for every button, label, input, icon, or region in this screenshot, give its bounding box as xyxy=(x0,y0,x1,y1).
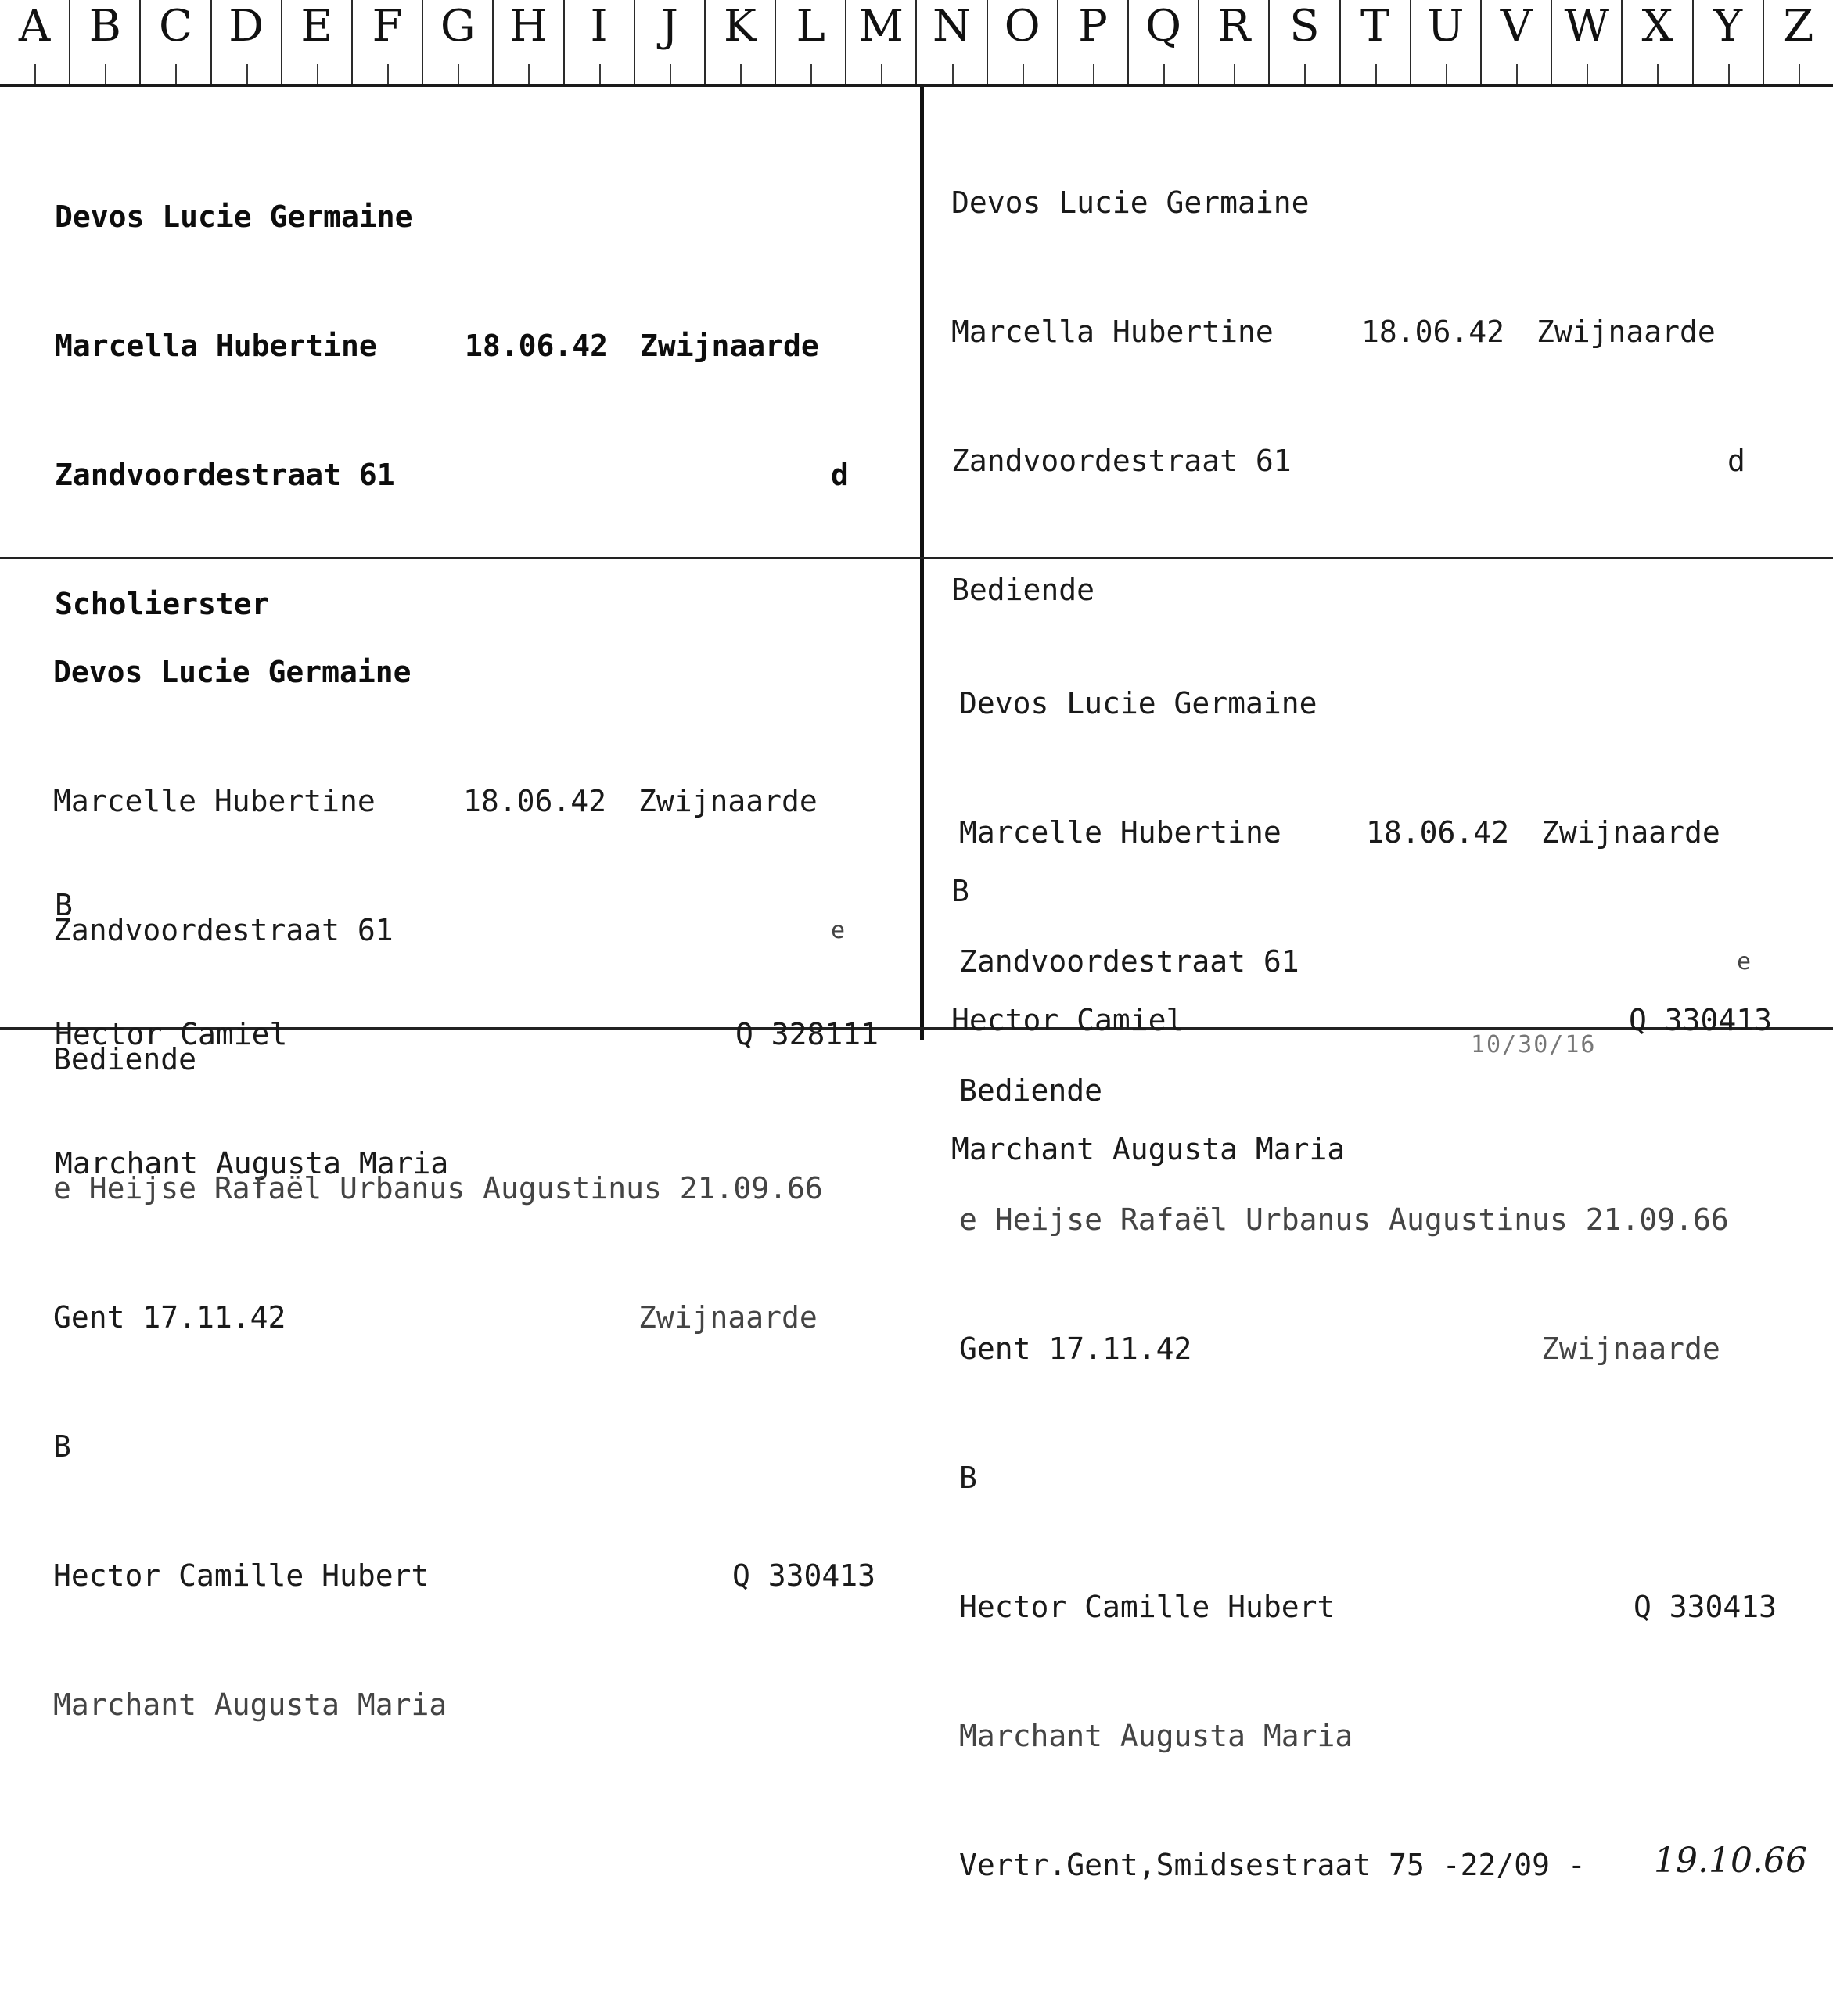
card-spouse-birth: Gent 17.11.42 xyxy=(959,1331,1192,1366)
card-spouse-line: e Heijse Rafaël Urbanus Augustinus 21.09.66 xyxy=(53,1171,823,1206)
alphabet-letter: B xyxy=(88,1,121,52)
alphabet-cell-f xyxy=(353,0,423,84)
alphabet-letter: V xyxy=(1500,1,1533,52)
card-birth-date: 18.06.42 xyxy=(1366,815,1510,850)
alphabet-letter: X xyxy=(1641,1,1673,52)
alphabet-tick xyxy=(528,64,530,84)
alphabet-letter: F xyxy=(372,1,403,52)
alphabet-tick xyxy=(1163,64,1165,84)
card-father: Hector Camiel xyxy=(55,1017,288,1051)
card-name-line1: Devos Lucie Germaine xyxy=(951,185,1310,220)
card-sex-code: e xyxy=(831,917,846,944)
alphabet-tick xyxy=(1728,64,1730,84)
card-name-line1: Devos Lucie Germaine xyxy=(55,199,413,234)
alphabet-letter: Y xyxy=(1713,1,1743,52)
alphabet-cell-n xyxy=(917,0,987,84)
alphabet-tick xyxy=(810,64,812,84)
card-reference: Q 328111 xyxy=(735,1017,879,1051)
alphabet-cell-v xyxy=(1482,0,1552,84)
card-name-line2: Marcella Hubertine xyxy=(55,329,377,363)
alphabet-letter: U xyxy=(1427,1,1465,52)
card-spouse-birth: Gent 17.11.42 xyxy=(53,1300,286,1335)
card-departure: Vertr.Gent,Smidsestraat 75 -22/09 - xyxy=(959,1848,1586,1882)
card-birth-place: Zwijnaarde xyxy=(1541,815,1720,850)
alphabet-letter: G xyxy=(440,1,476,52)
card-handwritten-date: 19.10.66 xyxy=(1654,1841,1807,1881)
alphabet-cell-b xyxy=(70,0,141,84)
alphabet-letter: S xyxy=(1289,1,1320,52)
alphabet-letter: P xyxy=(1078,1,1108,52)
card-birth-place: Zwijnaarde xyxy=(1536,314,1716,349)
alphabet-letter: N xyxy=(933,1,972,52)
alphabet-cell-t xyxy=(1341,0,1411,84)
alphabet-tick xyxy=(952,64,954,84)
alphabet-cell-z xyxy=(1764,0,1833,84)
alphabet-cell-m xyxy=(846,0,917,84)
card-sex-code: d xyxy=(831,458,849,492)
alphabet-tick xyxy=(246,64,248,84)
alphabet-letter: I xyxy=(590,1,608,52)
record-card-bottom-left xyxy=(53,565,914,1770)
alphabet-letter: W xyxy=(1564,1,1609,52)
alphabet-index-bar xyxy=(0,0,1833,87)
card-letter-code: B xyxy=(951,874,969,908)
alphabet-cell-q xyxy=(1129,0,1199,84)
card-mother: Marchant Augusta Maria xyxy=(959,1719,1353,1753)
card-marriage-place: Zwijnaarde xyxy=(638,1300,818,1335)
alphabet-tick xyxy=(1304,64,1306,84)
card-mother: Marchant Augusta Maria xyxy=(55,1146,449,1180)
alphabet-tick xyxy=(317,64,318,84)
card-name-line2: Marcelle Hubertine xyxy=(53,784,376,818)
alphabet-letter: D xyxy=(228,1,264,52)
alphabet-cell-i xyxy=(565,0,635,84)
card-father: Hector Camiel xyxy=(951,1003,1184,1037)
alphabet-letter: O xyxy=(1004,1,1040,52)
alphabet-tick xyxy=(175,64,177,84)
alphabet-tick xyxy=(599,64,601,84)
card-name-line2: Marcella Hubertine xyxy=(951,314,1274,349)
card-birth-place: Zwijnaarde xyxy=(640,329,819,363)
card-birth-date: 18.06.42 xyxy=(1361,314,1505,349)
alphabet-tick xyxy=(740,64,742,84)
card-spouse-line: e Heijse Rafaël Urbanus Augustinus 21.09.66 xyxy=(959,1202,1729,1237)
alphabet-tick xyxy=(881,64,882,84)
alphabet-cell-w xyxy=(1552,0,1623,84)
card-name-line1: Devos Lucie Germaine xyxy=(53,655,412,689)
card-marriage-place: Zwijnaarde xyxy=(1541,1331,1720,1366)
alphabet-tick xyxy=(34,64,36,84)
alphabet-tick xyxy=(387,64,389,84)
alphabet-letter: M xyxy=(858,1,904,52)
alphabet-tick xyxy=(1093,64,1094,84)
alphabet-tick xyxy=(1516,64,1518,84)
card-address: Zandvoordestraat 61 xyxy=(53,913,394,947)
alphabet-tick xyxy=(1799,64,1800,84)
alphabet-cell-e xyxy=(282,0,353,84)
card-mother: Marchant Augusta Maria xyxy=(951,1132,1346,1166)
alphabet-tick xyxy=(1023,64,1024,84)
alphabet-letter: K xyxy=(724,1,757,52)
card-reference: Q 330413 xyxy=(1634,1590,1777,1624)
alphabet-cell-p xyxy=(1058,0,1129,84)
record-card-bottom-right xyxy=(959,596,1828,1930)
card-occupation: Bediende xyxy=(951,573,1095,607)
alphabet-tick xyxy=(1375,64,1377,84)
alphabet-cell-x xyxy=(1623,0,1693,84)
alphabet-tick xyxy=(1587,64,1588,84)
card-address: Zandvoordestraat 61 xyxy=(951,444,1292,478)
alphabet-letter: E xyxy=(300,1,333,52)
alphabet-cell-l xyxy=(776,0,846,84)
alphabet-letter: A xyxy=(18,1,51,52)
card-occupation: Bediende xyxy=(53,1042,197,1076)
card-reference: Q 330413 xyxy=(732,1558,876,1593)
card-father: Hector Camille Hubert xyxy=(53,1558,429,1593)
card-letter-code: B xyxy=(55,888,73,922)
alphabet-cell-d xyxy=(212,0,282,84)
alphabet-cell-y xyxy=(1694,0,1764,84)
card-sex-code: e xyxy=(1737,948,1752,976)
alphabet-cell-r xyxy=(1199,0,1270,84)
alphabet-letter: J xyxy=(660,1,678,52)
alphabet-letter: H xyxy=(509,1,548,52)
alphabet-cell-c xyxy=(141,0,211,84)
vertical-divider xyxy=(920,87,924,1040)
card-sex-code: d xyxy=(1727,444,1745,478)
alphabet-letter: L xyxy=(796,1,825,52)
alphabet-cell-s xyxy=(1270,0,1340,84)
card-reference: Q 330413 xyxy=(1629,1003,1773,1037)
alphabet-tick xyxy=(1234,64,1235,84)
card-name-line2: Marcelle Hubertine xyxy=(959,815,1281,850)
card-mother: Marchant Augusta Maria xyxy=(53,1687,447,1722)
alphabet-tick xyxy=(1446,64,1447,84)
alphabet-tick xyxy=(670,64,671,84)
alphabet-cell-u xyxy=(1411,0,1482,84)
card-birth-date: 18.06.42 xyxy=(463,784,607,818)
card-letter-code: B xyxy=(959,1461,977,1495)
alphabet-tick xyxy=(458,64,459,84)
card-occupation: Bediende xyxy=(959,1073,1103,1108)
card-birth-place: Zwijnaarde xyxy=(638,784,818,818)
alphabet-letter: T xyxy=(1360,1,1390,52)
card-name-line1: Devos Lucie Germaine xyxy=(959,686,1317,721)
card-father: Hector Camille Hubert xyxy=(959,1590,1335,1624)
card-occupation: Scholierster xyxy=(55,587,270,621)
alphabet-tick xyxy=(1657,64,1659,84)
alphabet-letter: R xyxy=(1217,1,1251,52)
alphabet-cell-h xyxy=(494,0,564,84)
alphabet-tick xyxy=(105,64,106,84)
alphabet-letter: Z xyxy=(1783,1,1814,52)
alphabet-cell-g xyxy=(423,0,494,84)
alphabet-cell-o xyxy=(988,0,1058,84)
card-birth-date: 18.06.42 xyxy=(465,329,609,363)
alphabet-letter: Q xyxy=(1145,1,1182,52)
alphabet-cell-k xyxy=(706,0,776,84)
alphabet-letter: C xyxy=(159,1,192,52)
card-address: Zandvoordestraat 61 xyxy=(959,944,1299,979)
card-address: Zandvoordestraat 61 xyxy=(55,458,395,492)
alphabet-cell-a xyxy=(0,0,70,84)
card-letter-code: B xyxy=(53,1429,71,1464)
footer-stamp-text: 10/30/16 xyxy=(1471,1031,1597,1058)
alphabet-cell-j xyxy=(635,0,706,84)
